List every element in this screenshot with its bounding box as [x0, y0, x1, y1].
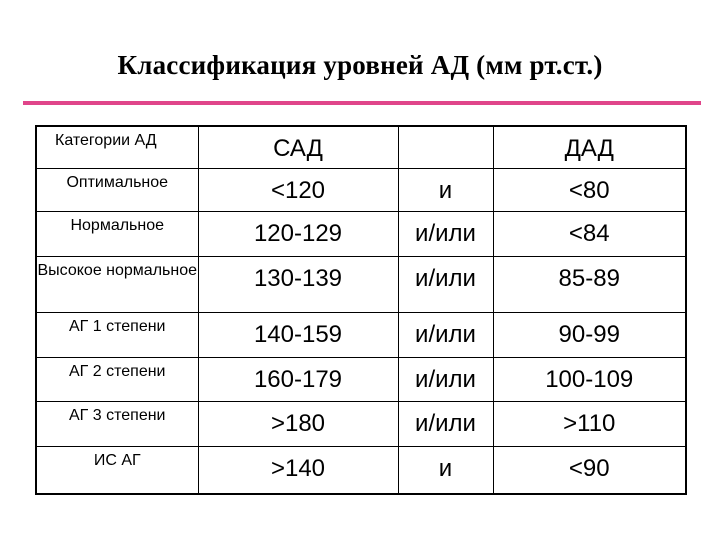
row-connector: и/или — [398, 401, 493, 446]
row-connector: и/или — [398, 256, 493, 312]
row-category: Нормальное — [36, 211, 198, 256]
row-category: Оптимальное — [36, 168, 198, 211]
row-sbp: <120 — [198, 168, 398, 211]
bp-classification-table — [35, 125, 687, 495]
table-row — [36, 312, 686, 357]
row-connector: и — [398, 168, 493, 211]
row-category: Высокое нормальное — [36, 256, 198, 312]
header-category: Категории АД — [36, 126, 198, 168]
table-row — [36, 446, 686, 494]
row-dbp: <80 — [493, 168, 686, 211]
row-dbp: 85-89 — [493, 256, 686, 312]
row-sbp: >140 — [198, 446, 398, 494]
table-row — [36, 168, 686, 211]
table-row — [36, 357, 686, 401]
row-dbp: 100-109 — [493, 357, 686, 401]
row-dbp: >110 — [493, 401, 686, 446]
row-sbp: 140-159 — [198, 312, 398, 357]
row-dbp: <90 — [493, 446, 686, 494]
row-category: АГ 1 степени — [36, 312, 198, 357]
header-connector — [398, 126, 493, 168]
row-connector: и/или — [398, 211, 493, 256]
row-connector: и/или — [398, 357, 493, 401]
table-row — [36, 256, 686, 312]
row-dbp: <84 — [493, 211, 686, 256]
row-category: ИС АГ — [36, 446, 198, 494]
title-divider — [23, 101, 701, 105]
table-row — [36, 401, 686, 446]
row-connector: и — [398, 446, 493, 494]
header-sbp: САД — [198, 126, 398, 168]
row-category: АГ 2 степени — [36, 357, 198, 401]
row-category: АГ 3 степени — [36, 401, 198, 446]
table-header-row — [36, 126, 686, 168]
table-row — [36, 211, 686, 256]
row-sbp: 160-179 — [198, 357, 398, 401]
row-connector: и/или — [398, 312, 493, 357]
row-dbp: 90-99 — [493, 312, 686, 357]
page-title: Классификация уровней АД (мм рт.ст.) — [117, 50, 603, 80]
header-dbp: ДАД — [493, 126, 686, 168]
row-sbp: >180 — [198, 401, 398, 446]
row-sbp: 120-129 — [198, 211, 398, 256]
row-sbp: 130-139 — [198, 256, 398, 312]
